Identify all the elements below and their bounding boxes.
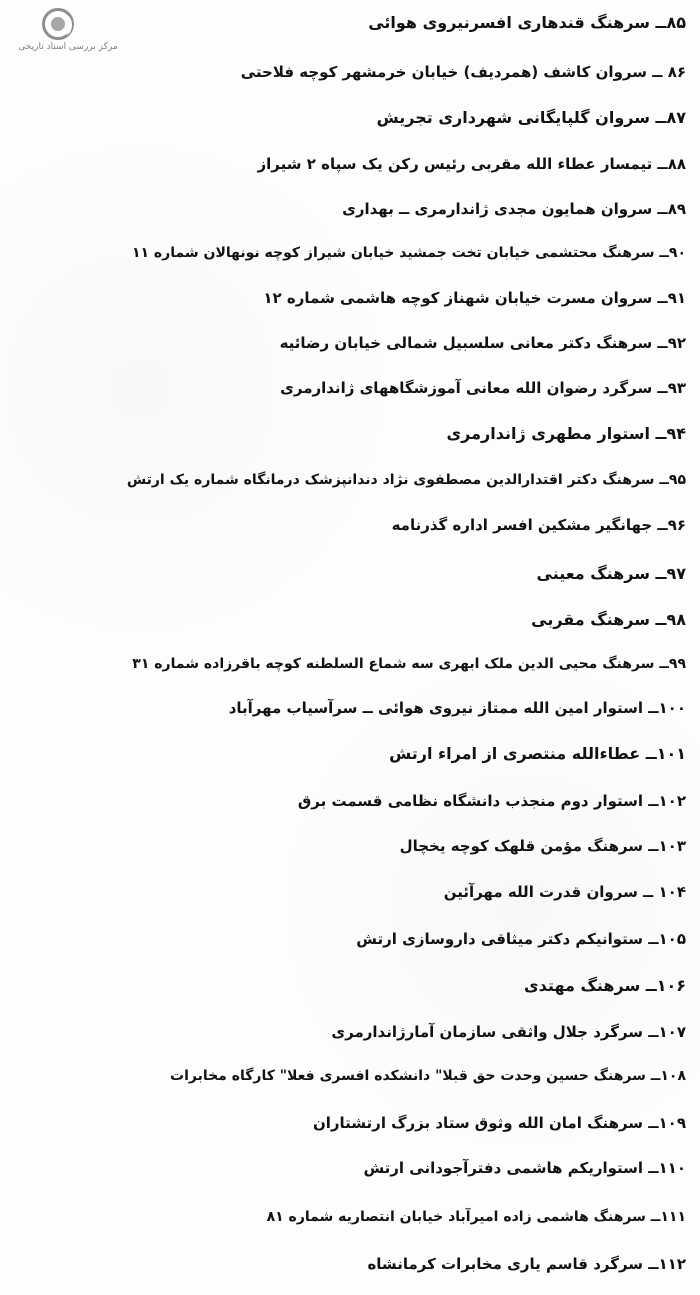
list-item: ۱۰۰ــ استوار امین الله ممتاز نیروی هوائی ــ سرآسیاب مهرآباد [228, 699, 686, 717]
list-item: ۹۴ــ استوار مطهری ژاندارمری [446, 424, 686, 443]
list-item: ۹۸ــ سرهنگ مقربی [531, 610, 686, 629]
list-item: ۱۰۶ــ سرهنگ مهتدی [524, 976, 686, 995]
list-item: ۱۰۴ ــ سروان قدرت الله مهرآئین [443, 883, 686, 901]
list-item: ۹۵ــ سرهنگ دکتر اقتدارالدین مصطفوی نژاد دندانپزشک درمانگاه شماره یک ارتش [126, 472, 686, 488]
archive-logo-icon [42, 8, 74, 40]
list-item: ۱۰۸ــ سرهنگ حسین وحدت حق قبلا" دانشکده افسری فعلا" کارگاه مخابرات [170, 1068, 686, 1084]
list-item: ۸۶ ــ سروان کاشف (همردیف) خیابان خرمشهر کوچه فلاحتی [240, 63, 686, 81]
watermark-text: مرکز بررسی اسناد تاریخی [18, 42, 118, 52]
list-item: ۸۷ــ سروان گلپایگانی شهرداری تجریش [376, 108, 686, 127]
list-item: ۹۰ــ سرهنگ محتشمی خیابان تخت جمشید خیابان شیراز کوچه نونهالان شماره ۱۱ [131, 245, 686, 261]
list-item: ۹۳ــ سرگرد رضوان الله معانی آموزشگاههای ژاندارمری [280, 379, 686, 397]
list-item: ۸۹ــ سروان همایون مجدی ژاندارمری ــ بهداری [342, 200, 686, 218]
list-item: ۱۰۲ــ استوار دوم منجذب دانشگاه نظامی قسمت برق [297, 792, 686, 810]
list-item: ۹۲ــ سرهنگ دکتر معانی سلسبیل شمالی خیابان رضائیه [279, 334, 686, 352]
list-item: ۹۷ــ سرهنگ معینی [536, 564, 686, 583]
list-item: ۱۱۰ــ استواریکم هاشمی دفترآجودانی ارتش [363, 1159, 686, 1177]
list-item: ۹۹ــ سرهنگ محیی الدین ملک ابهری سه شماع السلطنه کوچه باقرزاده شماره ۳۱ [132, 656, 686, 672]
list-item: ۸۸ــ تیمسار عطاء الله مقربی رئیس رکن یک سپاه ۲ شیراز [257, 155, 686, 173]
list-item: ۱۰۷ــ سرگرد جلال واثقی سازمان آمارژاندارمری [331, 1023, 686, 1041]
list-item: ۹۱ــ سروان مسرت خیابان شهناز کوچه هاشمی شماره ۱۲ [263, 289, 686, 307]
list-item: ۸۵ــ سرهنگ قندهاری افسرنیروی هوائی [368, 13, 686, 32]
list-item: ۱۰۹ــ سرهنگ امان الله وثوق ستاد بزرگ ارتشتاران [312, 1114, 686, 1132]
archive-watermark [8, 8, 128, 56]
list-item: ۱۰۳ــ سرهنگ مؤمن قلهک کوچه یخچال [399, 837, 686, 855]
list-item: ۱۱۱ــ سرهنگ هاشمی زاده امیرآباد خیابان انتصاریه شماره ۸۱ [266, 1209, 686, 1225]
list-item: ۱۰۱ــ عطاءالله منتصری از امراء ارتش [389, 744, 686, 763]
list-item: ۱۱۲ــ سرگرد قاسم یاری مخابرات کرمانشاه [367, 1255, 686, 1273]
list-item: ۱۰۵ــ ستوانیکم دکتر میثاقی داروسازی ارتش [356, 930, 686, 948]
list-item: ۹۶ــ جهانگیر مشکین افسر اداره گذرنامه [391, 516, 686, 534]
